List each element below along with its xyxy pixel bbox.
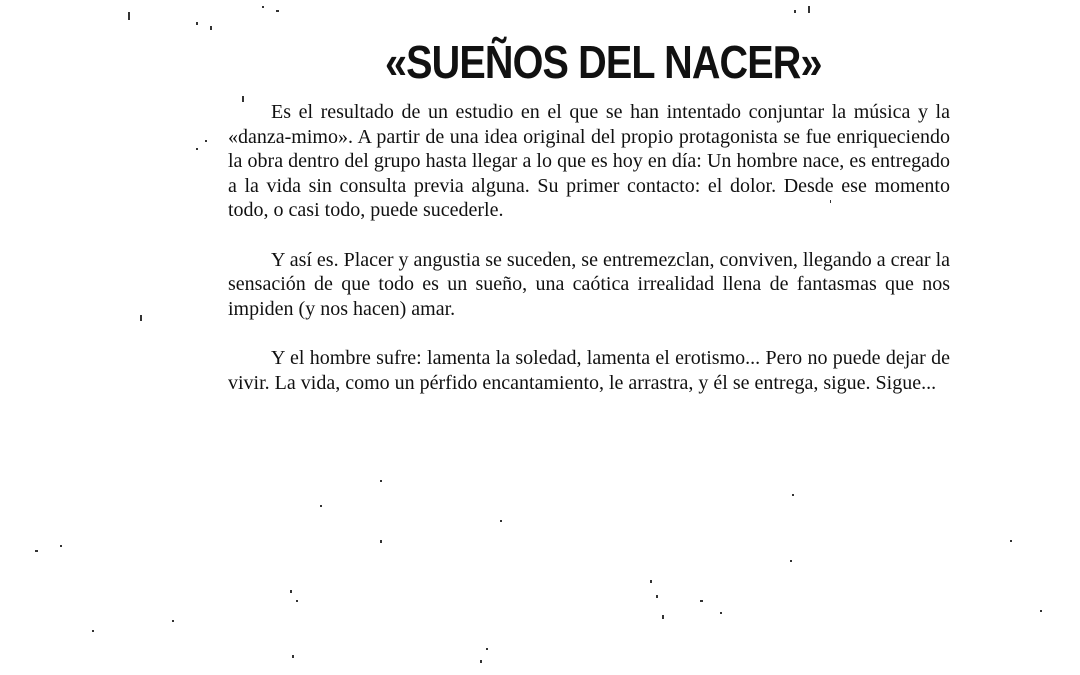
paragraph-1: Es el resultado de un estudio en el que se han intentado conjuntar la música y la «danza-mimo». A partir de una idea original del propio protagonista se fue enriqueciendo la obra dentro del grupo hasta llegar a lo que es hoy en día: Un hombre nace, es entregado a la vida sin consulta previa alguna. Su primer contacto: el dolor. Desde ese momento todo, o casi todo, puede sucederle.: [228, 101, 950, 221]
paragraph-3: Y el hombre sufre: lamenta la soledad, lamenta el erotismo... Pero no puede dejar de vivir. La vida, como un pérfido encantamiento, le arrastra, y él se entrega, sigue. Sigue...: [228, 347, 950, 394]
paragraph-2: Y así es. Placer y angustia se suceden, se entremezclan, conviven, llegando a crear la sensación de que todo es un sueño, una caótica irrealidad llena de fantasmas que nos impiden (y nos hacen) amar.: [228, 248, 950, 320]
document-title: «SUEÑOS DEL NACER»: [385, 36, 822, 88]
document-body: [228, 100, 950, 420]
